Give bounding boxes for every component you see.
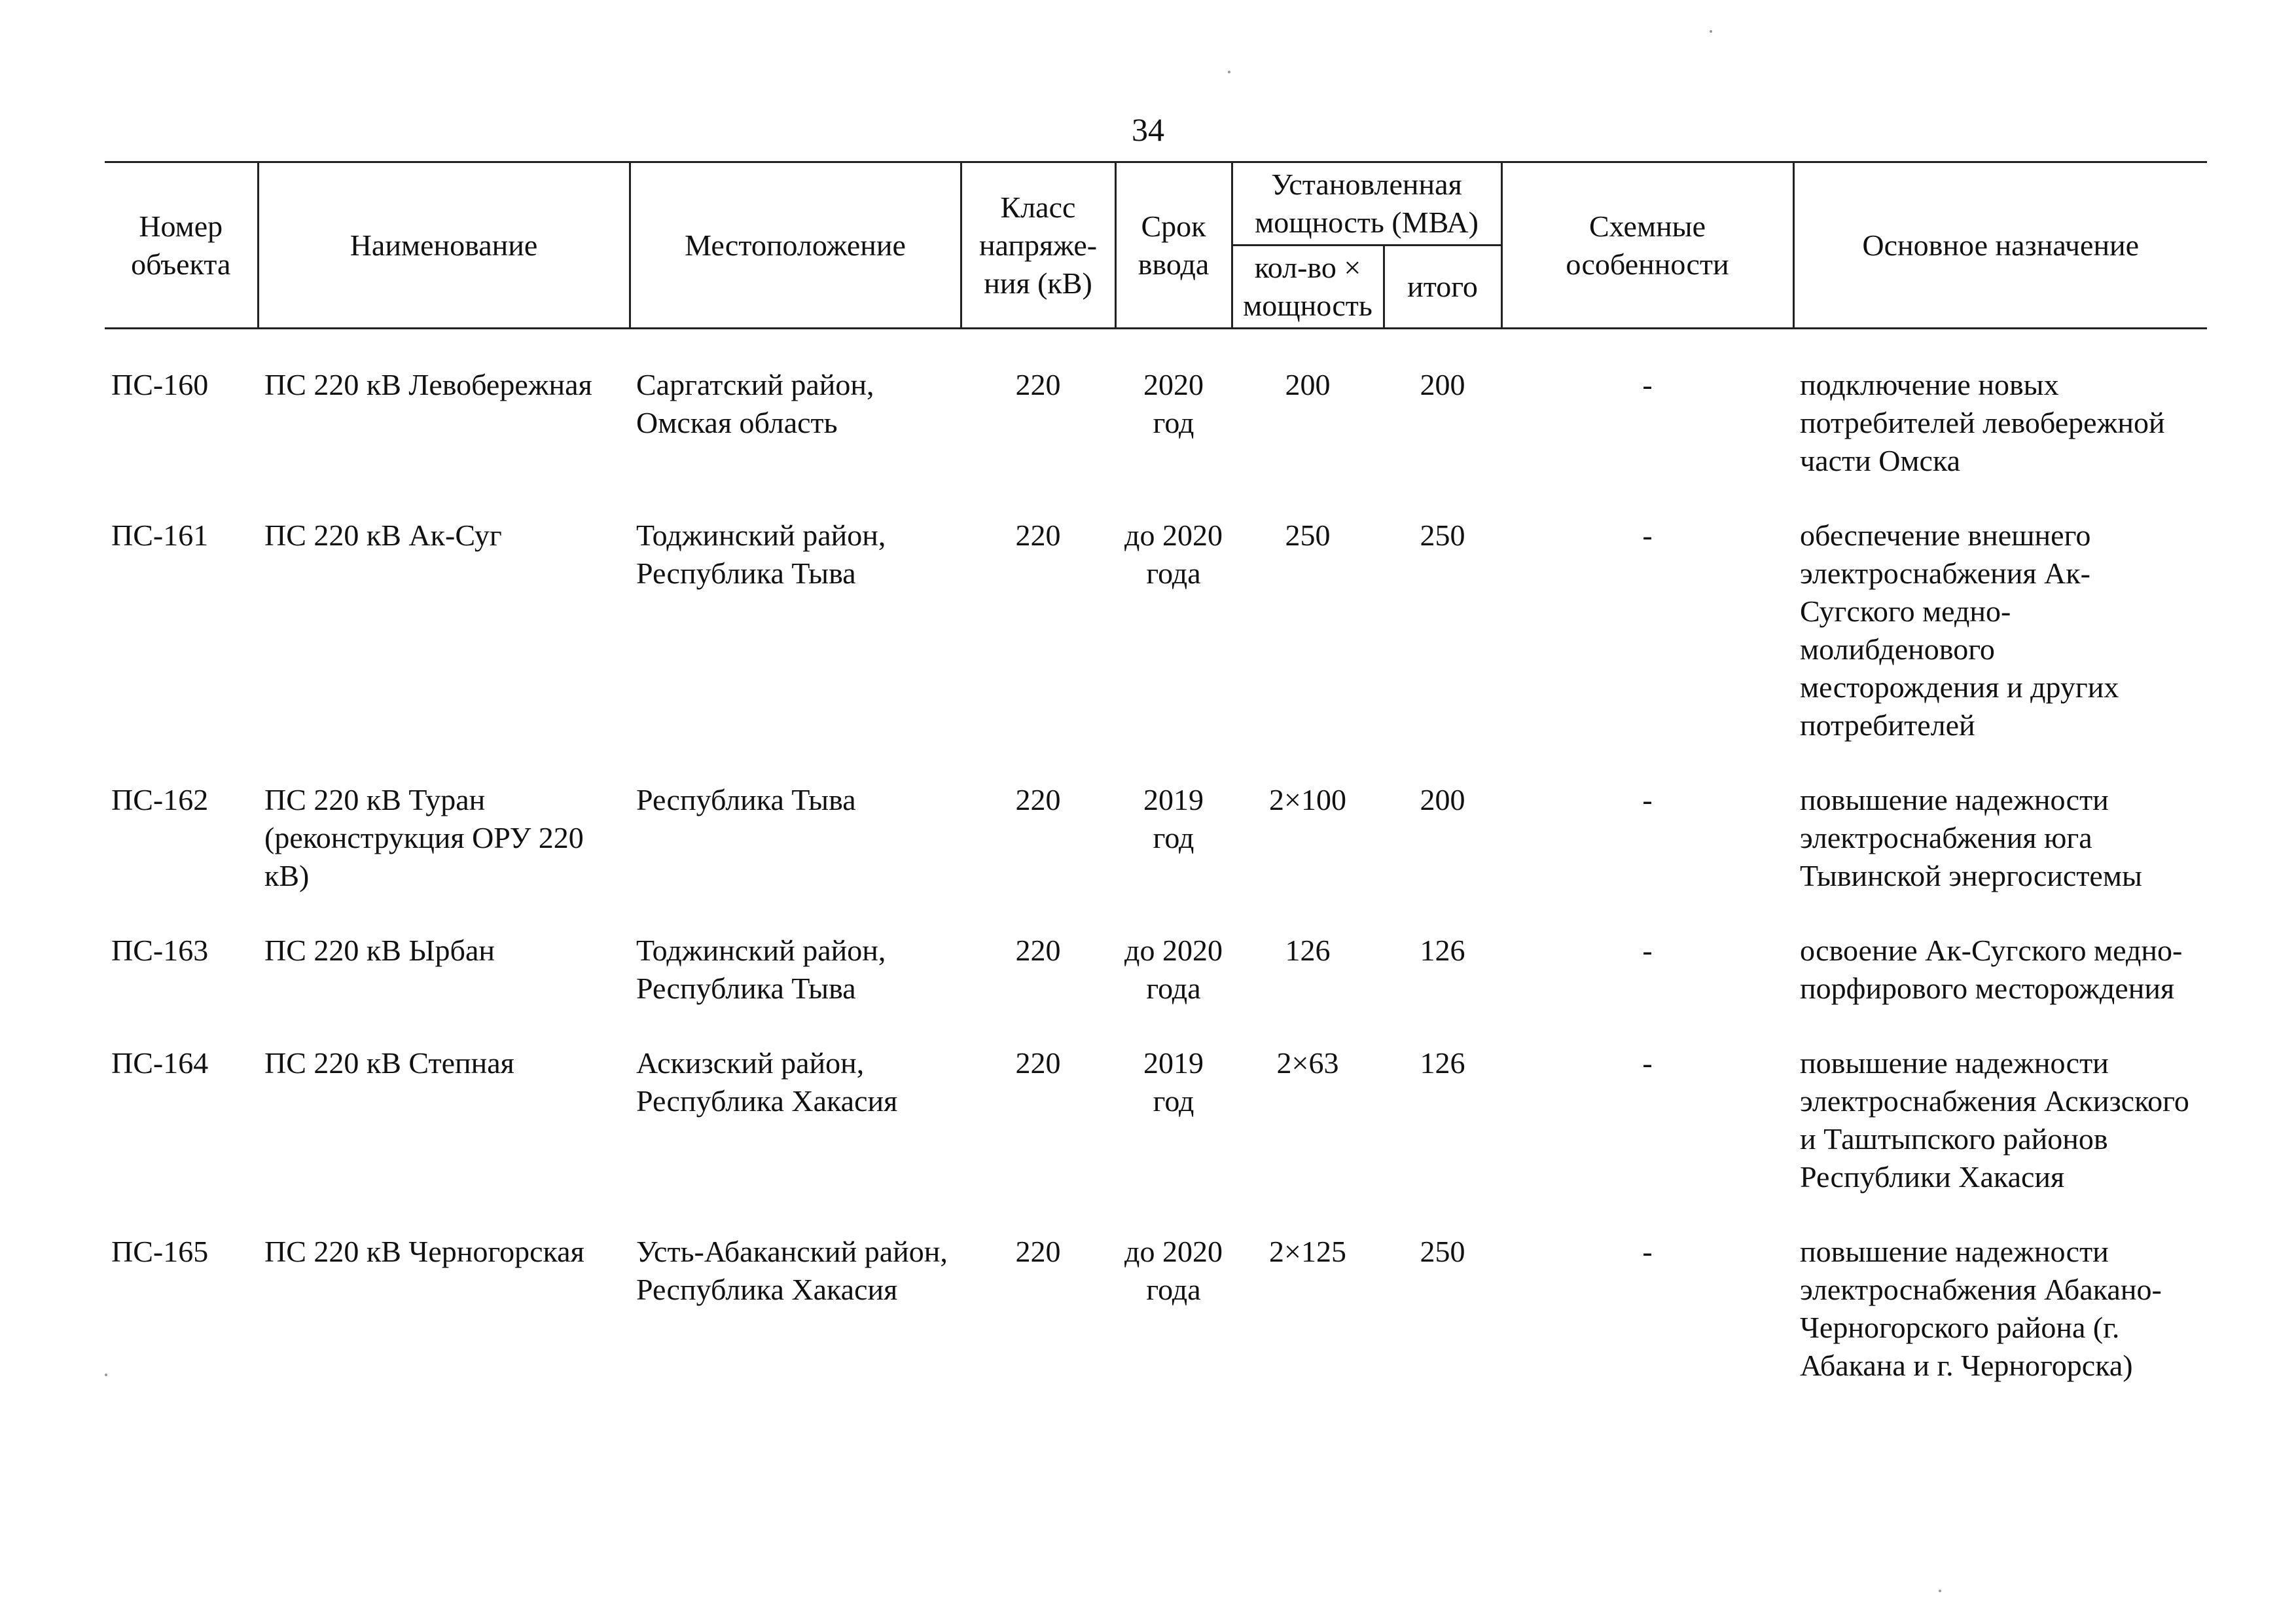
cell-count-power: 2×100 [1269, 783, 1346, 816]
header-schematic: Схемные особенности [1501, 162, 1793, 329]
cell-voltage: 220 [1015, 783, 1061, 816]
scan-speck [1710, 30, 1712, 33]
cell-name: ПС 220 кВ Левобережная [264, 368, 592, 401]
cell-purpose: подключение новых потребителей левобережной части Омска [1800, 368, 2165, 477]
header-purpose: Основное назначение [1793, 162, 2207, 329]
header-count-power: кол-во × мощность [1232, 246, 1384, 329]
cell-purpose: обеспечение внешнего электроснабжения Ак-Сугского медно-молибденового месторождения и других потребителей [1800, 519, 2119, 742]
cell-name: ПС 220 кВ Степная [264, 1046, 514, 1080]
cell-purpose: освоение Ак-Сугского медно-порфирового месторождения [1800, 934, 2183, 1005]
header-capacity-group: Установленная мощность (МВА) [1232, 162, 1501, 246]
cell-total: 250 [1420, 1235, 1465, 1268]
header-voltage: Класс напряже-ния (кВ) [961, 162, 1115, 329]
cell-total: 200 [1420, 368, 1465, 401]
header-total: итого [1384, 246, 1501, 329]
cell-voltage: 220 [1015, 934, 1061, 967]
scan-speck [105, 1374, 107, 1376]
cell-number: ПС-161 [111, 519, 209, 552]
cell-count-power: 250 [1285, 519, 1331, 552]
header-location: Местоположение [630, 162, 961, 329]
cell-number: ПС-164 [111, 1046, 209, 1080]
scan-speck [1228, 71, 1230, 73]
cell-total: 126 [1420, 1046, 1465, 1080]
table-row [105, 1233, 2207, 1421]
cell-purpose: повышение надежности электроснабжения юга Тывинской энергосистемы [1800, 783, 2142, 892]
cell-count-power: 126 [1285, 934, 1331, 967]
cell-location: Тоджинский район, Республика Тыва [636, 934, 886, 1005]
header-name: Наименование [258, 162, 630, 329]
table-row [105, 932, 2207, 1044]
cell-schematic: - [1642, 783, 1653, 816]
cell-name: ПС 220 кВ Ак-Суг [264, 519, 502, 552]
cell-number: ПС-163 [111, 934, 209, 967]
cell-location: Усть-Абаканский район, Республика Хакасия [636, 1235, 948, 1306]
cell-name: ПС 220 кВ Ырбан [264, 934, 495, 967]
cell-term: до 2020 года [1124, 1235, 1223, 1306]
cell-number: ПС-160 [111, 368, 209, 401]
table-row [105, 329, 2207, 517]
cell-schematic: - [1642, 519, 1653, 552]
cell-total: 126 [1420, 934, 1465, 967]
scan-speck [1939, 1590, 1941, 1592]
cell-count-power: 2×125 [1269, 1235, 1346, 1268]
substations-table [105, 161, 2207, 1421]
cell-schematic: - [1642, 368, 1653, 401]
cell-location: Аскизский район, Республика Хакасия [636, 1046, 898, 1118]
cell-term: до 2020 года [1124, 934, 1223, 1005]
cell-voltage: 220 [1015, 1235, 1061, 1268]
cell-schematic: - [1642, 1235, 1653, 1268]
cell-term: до 2020 года [1124, 519, 1223, 590]
table-row [105, 517, 2207, 781]
table-row [105, 1044, 2207, 1233]
cell-schematic: - [1642, 934, 1653, 967]
cell-term: 2019 год [1143, 1046, 1204, 1118]
cell-name: ПС 220 кВ Черногорская [264, 1235, 584, 1268]
table-header [105, 162, 2207, 329]
cell-count-power: 2×63 [1276, 1046, 1339, 1080]
cell-voltage: 220 [1015, 519, 1061, 552]
cell-location: Тоджинский район, Республика Тыва [636, 519, 886, 590]
cell-term: 2020 год [1143, 368, 1204, 439]
cell-number: ПС-162 [111, 783, 209, 816]
page-number: 34 [1132, 111, 1164, 148]
cell-name: ПС 220 кВ Туран (реконструкция ОРУ 220 кВ) [264, 783, 584, 892]
header-number: Номер объекта [105, 162, 258, 329]
cell-location: Республика Тыва [636, 783, 856, 816]
table-row [105, 781, 2207, 932]
table-body [105, 329, 2207, 1422]
cell-location: Саргатский район, Омская область [636, 368, 874, 439]
cell-count-power: 200 [1285, 368, 1331, 401]
cell-voltage: 220 [1015, 368, 1061, 401]
cell-purpose: повышение надежности электроснабжения Абакано-Черногорского района (г. Абакана и г. Черногорска) [1800, 1235, 2162, 1382]
cell-total: 200 [1420, 783, 1465, 816]
cell-term: 2019 год [1143, 783, 1204, 854]
cell-number: ПС-165 [111, 1235, 209, 1268]
cell-purpose: повышение надежности электроснабжения Аскизского и Таштыпского районов Республики Хакасия [1800, 1046, 2189, 1194]
cell-total: 250 [1420, 519, 1465, 552]
header-term: Срок ввода [1115, 162, 1232, 329]
cell-voltage: 220 [1015, 1046, 1061, 1080]
cell-schematic: - [1642, 1046, 1653, 1080]
